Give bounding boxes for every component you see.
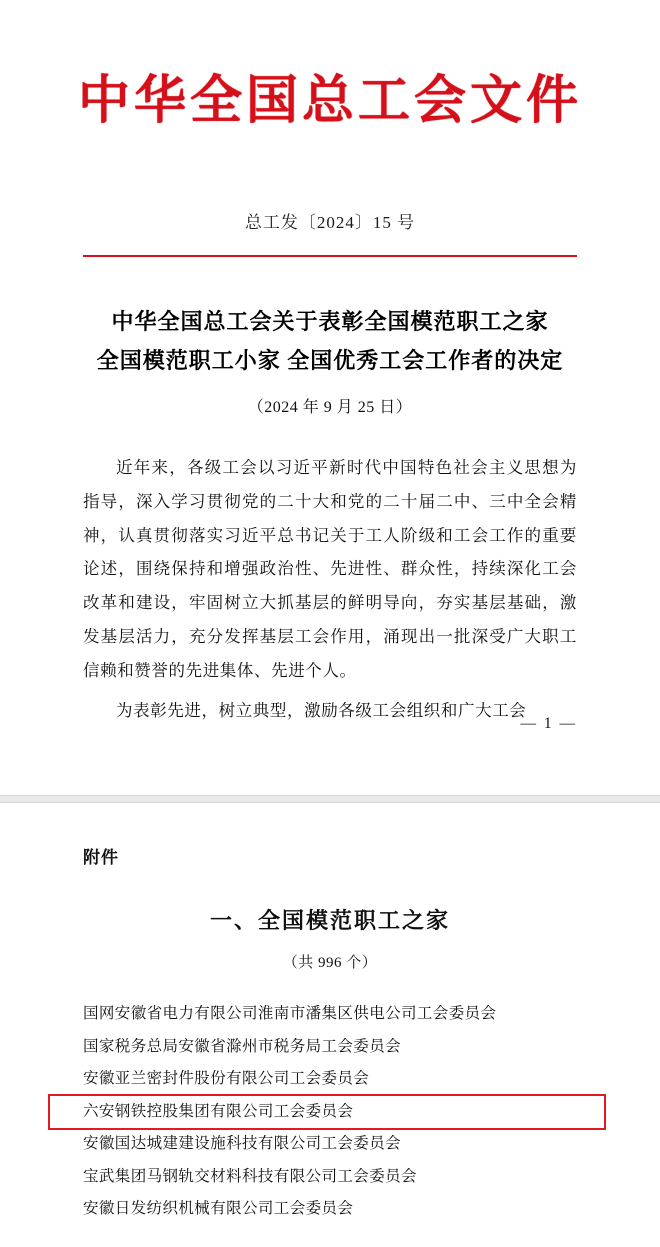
- body-paragraph-2: 为表彰先进，树立典型，激励各级工会组织和广大工会: [116, 700, 527, 720]
- document-masthead: 中华全国总工会文件: [77, 73, 582, 130]
- red-divider-rule: [83, 255, 577, 257]
- list-item: 国网安徽省电力有限公司淮南市潘集区供电公司工会委员会: [83, 1005, 497, 1022]
- body-paragraph-1: 近年来，各级工会以习近平新时代中国特色社会主义思想为指导，深入学习贯彻党的二十大和党的二十届二中、三中全会精神，认真贯彻落实习近平总书记关于工人阶级和工会工作的重要论述，围绕保持和增强政治性、先进性、群众性，持续深化工会改革和建设，牢固树立大抓基层的鲜明导向，夯实基层基础，激发基层活力，充分发挥基层工会作用，涌现出一批深受广大职工信赖和赞誉的先进集体、先进个人。: [83, 458, 577, 680]
- document-title-line-2: 全国模范职工小家 全国优秀工会工作者的决定: [96, 347, 564, 373]
- document-body: [83, 451, 577, 728]
- document-date: （2024 年 9 月 25 日）: [247, 399, 413, 416]
- attachment-label: 附件: [83, 848, 119, 867]
- list-item: 宝武集团马钢轨交材料科技有限公司工会委员会: [83, 1167, 417, 1185]
- document-attachment-page: [0, 803, 660, 1226]
- document-title-line-1: 中华全国总工会关于表彰全国模范职工之家: [111, 309, 549, 334]
- page-number: — 1 —: [520, 715, 577, 732]
- page-separator: [0, 795, 660, 803]
- document-title: [0, 303, 660, 380]
- list-item-highlighted: 六安钢铁控股集团有限公司工会委员会: [83, 1102, 354, 1120]
- list-item: 安徽亚兰密封件股份有限公司工会委员会: [83, 1070, 370, 1088]
- attachment-count: （共 996 个）: [282, 955, 378, 971]
- list-item: 国家税务总局安徽省滁州市税务局工会委员会: [83, 1037, 402, 1055]
- attachment-entry-list: [83, 998, 577, 1226]
- list-item: 安徽日发纺织机械有限公司工会委员会: [83, 1200, 354, 1218]
- document-number: 总工发〔2024〕15 号: [244, 213, 416, 232]
- list-item: 安徽国达城建建设施科技有限公司工会委员会: [83, 1135, 402, 1153]
- attachment-title: 一、全国模范职工之家: [209, 908, 450, 933]
